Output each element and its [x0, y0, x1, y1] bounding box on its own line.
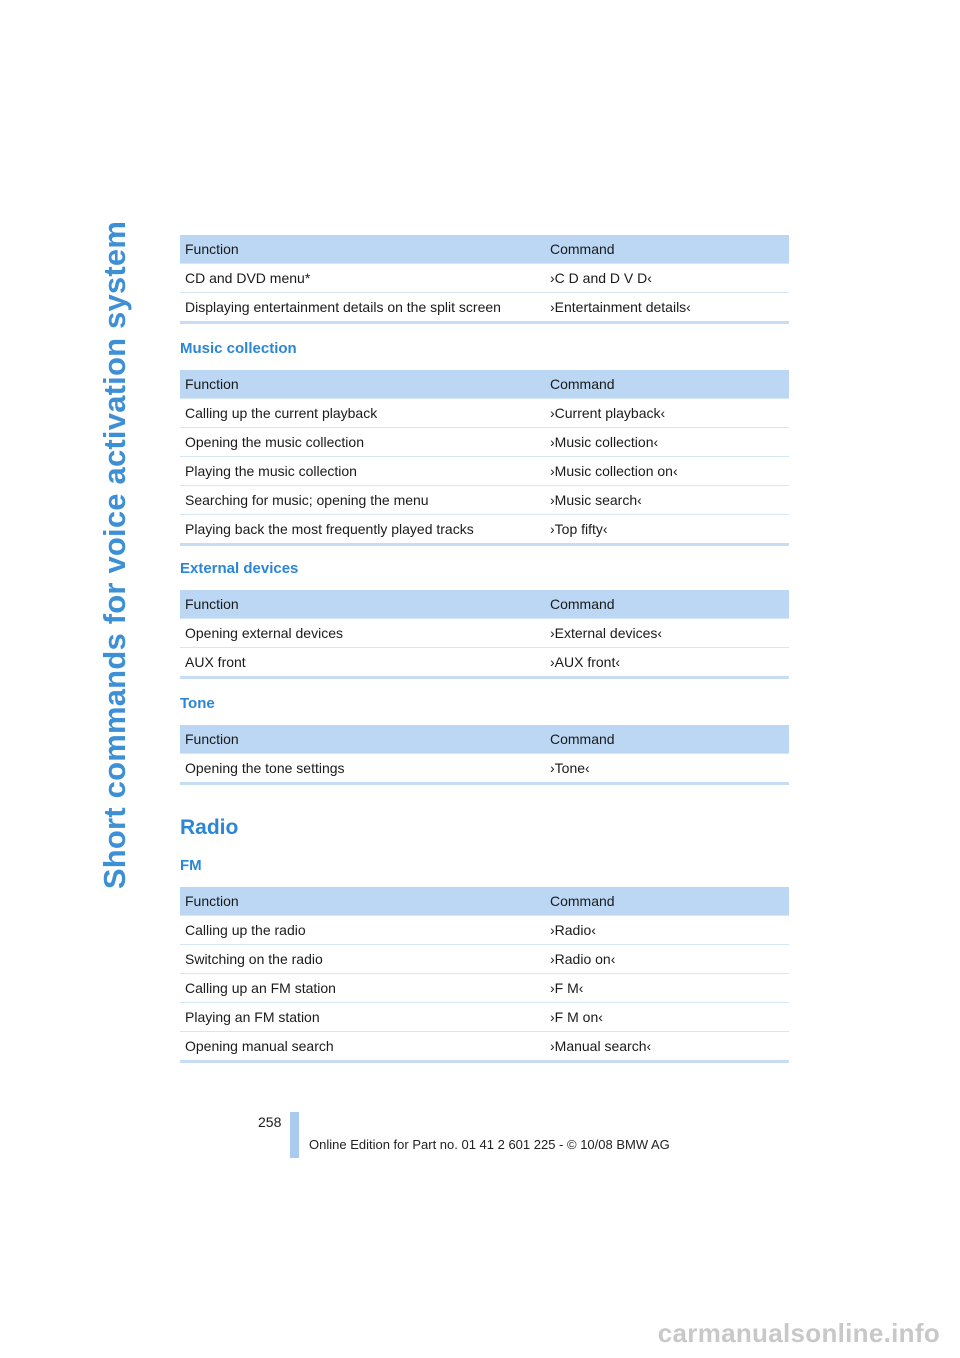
function-cell: Calling up the current playback	[180, 399, 545, 428]
music-commands-table	[180, 370, 789, 546]
entertainment-commands-table	[180, 235, 789, 324]
table-row	[180, 515, 789, 545]
function-cell: Opening the music collection	[180, 428, 545, 457]
function-cell: Opening manual search	[180, 1032, 545, 1062]
heading-music-collection: Music collection	[180, 340, 297, 357]
header-function: Function	[180, 887, 545, 916]
watermark: carmanualsonline.info	[657, 1318, 940, 1348]
header-function: Function	[180, 370, 545, 399]
command-cell: ›Top fifty‹	[545, 515, 789, 545]
footer-accent-bar	[290, 1112, 299, 1158]
page-number: 258	[258, 1114, 282, 1130]
table-header	[180, 725, 789, 754]
table-header	[180, 590, 789, 619]
function-cell: CD and DVD menu*	[180, 264, 545, 293]
table-row	[180, 399, 789, 428]
heading-fm: FM	[180, 857, 202, 874]
function-cell: Opening external devices	[180, 619, 545, 648]
heading-external-devices: External devices	[180, 560, 299, 577]
command-cell: ›Manual search‹	[545, 1032, 789, 1062]
command-cell: ›Music collection‹	[545, 428, 789, 457]
table-row	[180, 754, 789, 784]
table-row	[180, 486, 789, 515]
side-chapter-title-text: Short commands for voice activation system	[97, 220, 132, 890]
header-command: Command	[545, 725, 789, 754]
header-command: Command	[545, 590, 789, 619]
table-row	[180, 974, 789, 1003]
function-cell: Calling up the radio	[180, 916, 545, 945]
table-header	[180, 370, 789, 399]
table-row	[180, 428, 789, 457]
command-cell: ›Tone‹	[545, 754, 789, 784]
function-cell: Calling up an FM station	[180, 974, 545, 1003]
command-cell: ›Music collection on‹	[545, 457, 789, 486]
header-function: Function	[180, 725, 545, 754]
table-row	[180, 293, 789, 323]
header-function: Function	[180, 590, 545, 619]
table-row	[180, 916, 789, 945]
function-cell: Opening the tone settings	[180, 754, 545, 784]
function-cell: Switching on the radio	[180, 945, 545, 974]
heading-tone: Tone	[180, 695, 215, 712]
fm-commands-table	[180, 887, 789, 1063]
command-cell: ›Music search‹	[545, 486, 789, 515]
header-command: Command	[545, 235, 789, 264]
table-row	[180, 648, 789, 678]
table-row	[180, 945, 789, 974]
command-cell: ›Radio on‹	[545, 945, 789, 974]
command-cell: ›Current playback‹	[545, 399, 789, 428]
table-header	[180, 235, 789, 264]
command-cell: ›F M on‹	[545, 1003, 789, 1032]
footer-edition-text: Online Edition for Part no. 01 41 2 601 225 - © 10/08 BMW AG	[309, 1137, 670, 1152]
table-header	[180, 887, 789, 916]
command-cell: ›External devices‹	[545, 619, 789, 648]
command-cell: ›AUX front‹	[545, 648, 789, 678]
function-cell: Playing an FM station	[180, 1003, 545, 1032]
header-command: Command	[545, 887, 789, 916]
command-cell: ›C D and D V D‹	[545, 264, 789, 293]
external-devices-commands-table	[180, 590, 789, 679]
table-row	[180, 1032, 789, 1062]
command-cell: ›Entertainment details‹	[545, 293, 789, 323]
heading-radio: Radio	[180, 816, 239, 839]
table-row	[180, 264, 789, 293]
command-cell: ›F M‹	[545, 974, 789, 1003]
table-row	[180, 457, 789, 486]
command-cell: ›Radio‹	[545, 916, 789, 945]
function-cell: Displaying entertainment details on the split screen	[180, 293, 545, 323]
function-cell: AUX front	[180, 648, 545, 678]
table-row	[180, 619, 789, 648]
function-cell: Playing the music collection	[180, 457, 545, 486]
tone-commands-table	[180, 725, 789, 785]
header-command: Command	[545, 370, 789, 399]
function-cell: Searching for music; opening the menu	[180, 486, 545, 515]
table-row	[180, 1003, 789, 1032]
header-function: Function	[180, 235, 545, 264]
function-cell: Playing back the most frequently played tracks	[180, 515, 545, 545]
